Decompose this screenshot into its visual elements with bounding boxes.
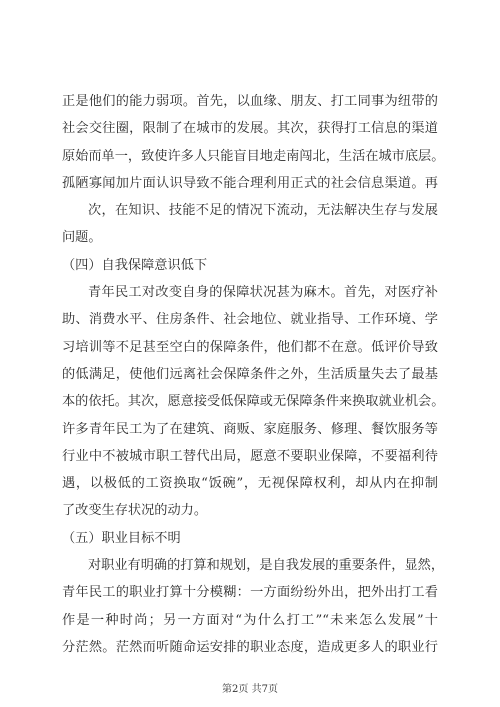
text-line: 社会交往圈，限制了在城市的发展。其次，获得打工信息的渠道 (62, 121, 438, 137)
page-footer (0, 680, 500, 695)
text-line: 助、消费水平、住房条件、社会地位、就业指导、工作环境、学 (62, 312, 438, 328)
section-heading: （五）职业目标不明 (62, 530, 181, 546)
text-line: 正是他们的能力弱项。首先，以血缘、朋友、打工同事为纽带的 (62, 94, 438, 109)
text-line: 原始而单一，致使许多人只能盲目地走南闯北，生活在城市底层。 (62, 148, 445, 164)
document-body (62, 88, 445, 661)
text-line: 作是一种时尚；另一方面对“为什么打工”“未来怎么发展”十 (62, 612, 438, 628)
page-number: 第2页 共7页 (222, 684, 278, 695)
text-line: 对职业有明确的打算和规划，是自我发展的重要条件，显然， (88, 558, 445, 574)
text-line: 了改变生存状况的动力。 (62, 503, 208, 519)
text-line: 本的依托。其次，愿意接受低保障或无保障条件来换取就业机会。 (62, 394, 445, 410)
text-line: 青年民工对改变自身的保障状况甚为麻木。首先，对医疗补 (88, 285, 438, 301)
text-line: 行业中不被城市职工替代出局，愿意不要职业保障，不要福利待 (62, 448, 438, 464)
text-line: 许多青年民工为了在建筑、商贩、家庭服务、修理、餐饮服务等 (62, 421, 438, 437)
text-line: 遇，以极低的工资换取“饭碗”，无视保障权利，却从内在抑制 (62, 476, 438, 492)
text-line: 问题。 (62, 230, 102, 246)
text-line: 孤陋寡闻加片面认识导致不能合理利用正式的社会信息渠道。再 (62, 175, 438, 191)
text-line: 的低满足，使他们远离社会保障条件之外，生活质量失去了最基 (62, 366, 438, 382)
text-line: 习培训等不足甚至空白的保障条件，他们都不在意。低评价导致 (62, 339, 438, 355)
text-line: 次，在知识、技能不足的情况下流动，无法解决生存与发展 (88, 203, 438, 219)
text-line: 分茫然。茫然而听随命运安排的职业态度，造成更多人的职业行 (62, 639, 438, 655)
text-line: 青年民工的职业打算十分模糊：一方面纷纷外出，把外出打工看 (62, 585, 438, 601)
section-heading: （四）自我保障意识低下 (62, 257, 208, 273)
